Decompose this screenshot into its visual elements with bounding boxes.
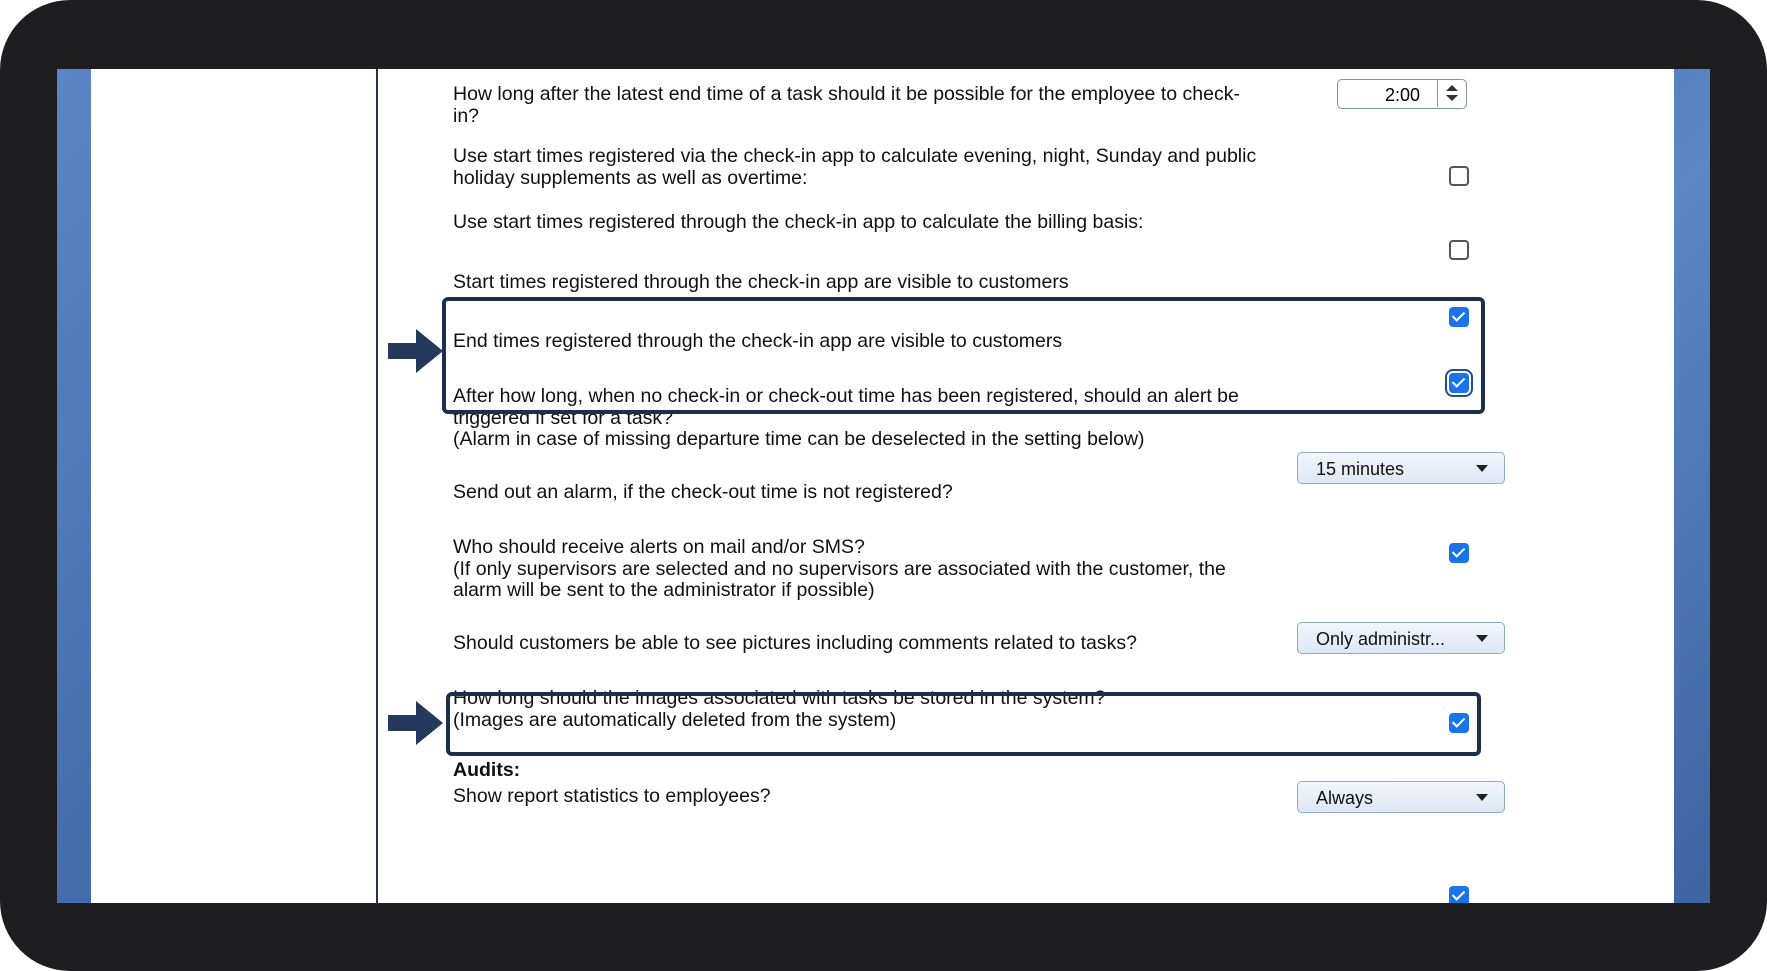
chevron-down-icon bbox=[1476, 465, 1488, 472]
screen bbox=[57, 69, 1710, 903]
start-billing-checkbox[interactable] bbox=[1449, 240, 1469, 260]
chevron-down-icon bbox=[1476, 794, 1488, 801]
spinner-down-icon[interactable] bbox=[1446, 95, 1458, 101]
start-visible-question: Start times registered through the check-in app are visible to customers bbox=[453, 271, 1069, 293]
start-supplements-question: Use start times registered via the check-in app to calculate evening, night, Sunday and public holiday supplements as well as overtime: bbox=[453, 145, 1257, 189]
image-storage-question: How long should the images associated with tasks be stored in the system? (Images are automatically deleted from the system) bbox=[453, 687, 1106, 731]
alert-recipients-question: Who should receive alerts on mail and/or SMS? (If only supervisors are selected and no supervisors are associated with the customer, the alarm will be sent to the administrator if possible) bbox=[453, 536, 1226, 601]
alert-delay-question: After how long, when no check-in or check-out time has been registered, should an alert be triggered if set for a task? (Alarm in case of missing departure time can be deselected in the setting below) bbox=[453, 385, 1239, 450]
alert-delay-select[interactable] bbox=[1297, 452, 1505, 484]
chevron-down-icon bbox=[1476, 635, 1488, 642]
arrow-right-icon bbox=[386, 698, 446, 748]
start-supplements-checkbox[interactable] bbox=[1449, 166, 1469, 186]
arrow-right-icon bbox=[386, 326, 446, 376]
checkin-window-value: 2:00 bbox=[1384, 85, 1420, 105]
pictures-highlight-box bbox=[446, 692, 1481, 756]
checkin-window-question: How long after the latest end time of a task should it be possible for the employee to check- in? bbox=[453, 83, 1240, 127]
alert-delay-value: 15 minutes bbox=[1316, 459, 1405, 479]
alert-recipients-value: Only administr... bbox=[1316, 629, 1446, 649]
alert-recipients-select[interactable] bbox=[1297, 622, 1505, 654]
spinner-up-icon[interactable] bbox=[1446, 85, 1458, 91]
checkout-alarm-checkbox[interactable] bbox=[1449, 543, 1469, 563]
image-storage-value: Always bbox=[1316, 788, 1374, 808]
image-storage-select[interactable] bbox=[1297, 781, 1505, 813]
report-stats-question: Show report statistics to employees? bbox=[453, 785, 771, 807]
spinner-arrows[interactable] bbox=[1437, 80, 1466, 107]
customer-pictures-question: Should customers be able to see pictures including comments related to tasks? bbox=[453, 632, 1137, 654]
visibility-highlight-box bbox=[442, 297, 1485, 414]
audits-heading: Audits: bbox=[453, 759, 521, 781]
end-visible-question: End times registered through the check-in app are visible to customers bbox=[453, 330, 1063, 352]
checkin-window-spinner[interactable] bbox=[1337, 79, 1467, 109]
report-stats-checkbox[interactable] bbox=[1449, 886, 1469, 903]
sidebar-divider bbox=[376, 69, 378, 903]
checkout-alarm-question: Send out an alarm, if the check-out time is not registered? bbox=[453, 481, 953, 503]
start-billing-question: Use start times registered through the check-in app to calculate the billing basis: bbox=[453, 211, 1144, 233]
